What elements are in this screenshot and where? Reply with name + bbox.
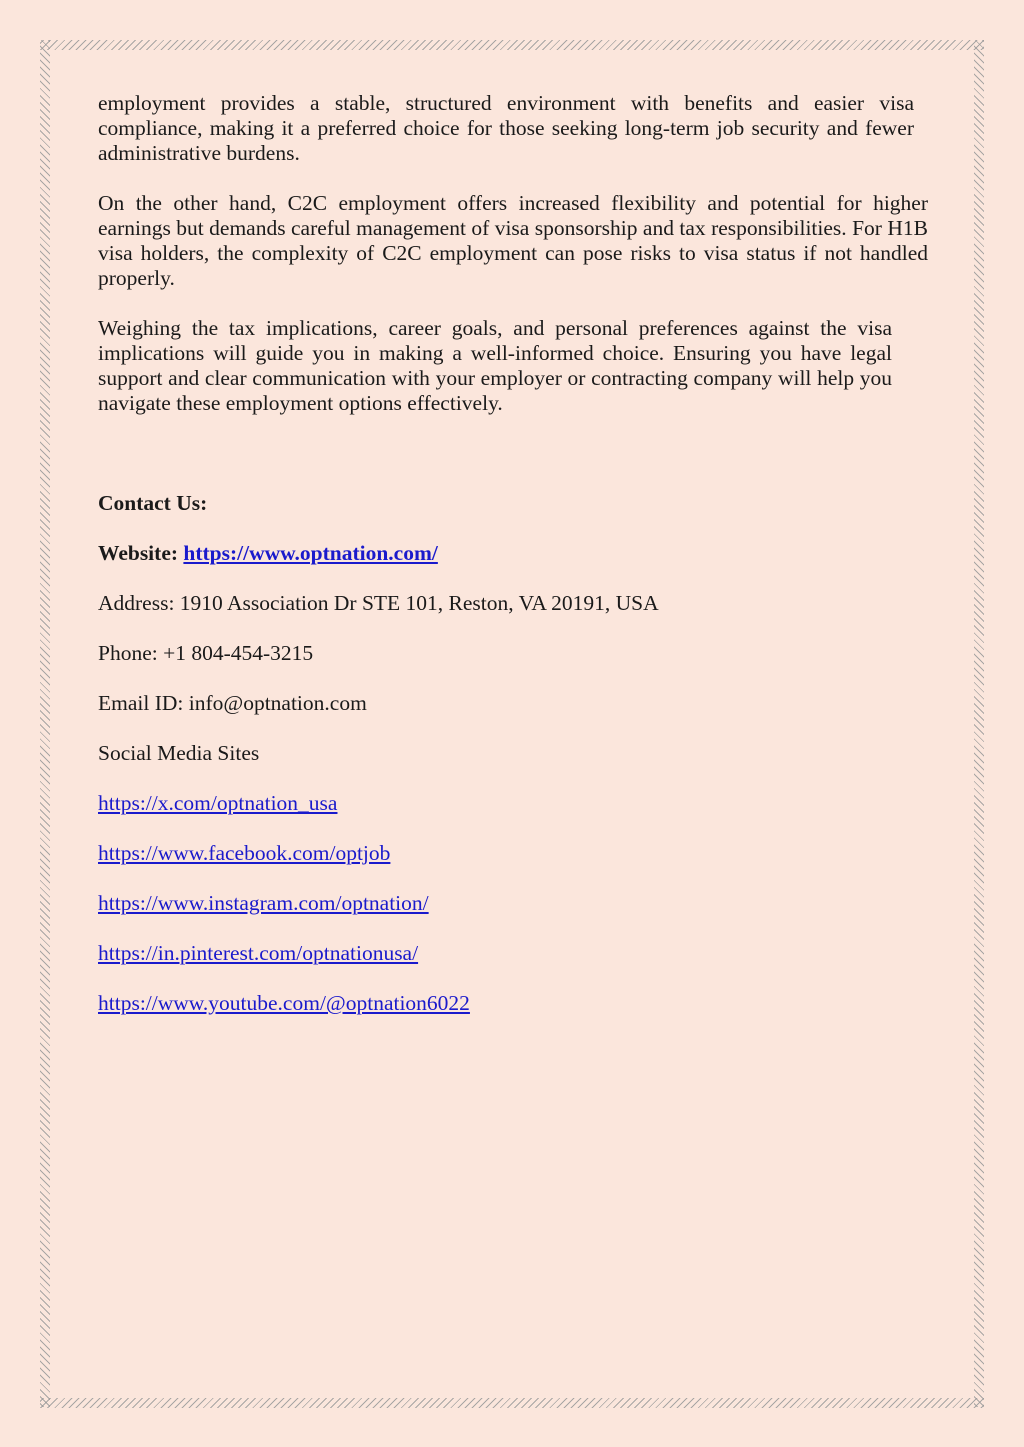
email-text: Email ID: info@optnation.com	[98, 691, 367, 715]
social-link-pinterest[interactable]: https://in.pinterest.com/optnationusa/	[98, 941, 419, 965]
social-link-youtube[interactable]: https://www.youtube.com/@optnation6022	[98, 991, 470, 1015]
social-link-pinterest-line	[98, 941, 928, 966]
decorative-border-top	[40, 40, 984, 50]
document-content	[98, 91, 928, 1016]
social-link-facebook-line	[98, 841, 928, 866]
social-link-youtube-line	[98, 991, 928, 1016]
paragraph-c2c: On the other hand, C2C employment offers increased flexibility and potential for higher earnings but demands careful management of visa sponsorship and tax responsibilities. For H1B visa holders, the complexity of C2C employment can pose risks to visa status if not handled properly.	[98, 191, 928, 290]
address-text: Address: 1910 Association Dr STE 101, Reston, VA 20191, USA	[98, 591, 659, 615]
decorative-border-bottom	[40, 1398, 984, 1408]
paragraph-employment: employment provides a stable, structured environment with benefits and easier visa compliance, making it a preferred choice for those seeking long-term job security and fewer administrative burdens.	[98, 91, 914, 165]
social-heading: Social Media Sites	[98, 741, 260, 765]
website-label: Website:	[98, 541, 179, 565]
contact-section	[98, 491, 928, 1016]
social-link-x[interactable]: https://x.com/optnation_usa	[98, 791, 338, 815]
contact-heading: Contact Us:	[98, 491, 208, 515]
decorative-border-right	[974, 40, 984, 1407]
decorative-border-left	[40, 40, 50, 1407]
website-line	[98, 541, 928, 566]
social-link-instagram-line	[98, 891, 928, 916]
website-link[interactable]: https://www.optnation.com/	[183, 541, 438, 565]
social-link-x-line	[98, 791, 928, 816]
social-link-instagram[interactable]: https://www.instagram.com/optnation/	[98, 891, 429, 915]
phone-text: Phone: +1 804-454-3215	[98, 641, 314, 665]
paragraph-conclusion: Weighing the tax implications, career goals, and personal preferences against the visa implications will guide you in making a well-informed choice. Ensuring you have legal support and clear communication with your employer or contracting company will help you navigate these employment options effectively.	[98, 316, 892, 415]
social-link-facebook[interactable]: https://www.facebook.com/optjob	[98, 841, 391, 865]
